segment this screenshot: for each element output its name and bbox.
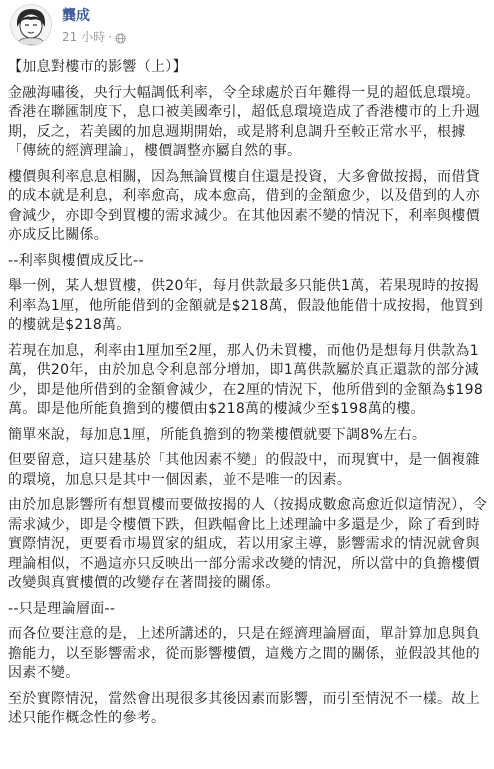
post-paragraph: 至於實際情況，當然會出現很多其後因素而影響，而引至情況不一樣。故上述只能作概念性的參考。: [8, 690, 480, 726]
author-name[interactable]: 龔成: [62, 8, 90, 24]
avatar[interactable]: [10, 4, 52, 46]
meta-separator: ·: [108, 30, 112, 44]
post-paragraph: 若現在加息，利率由1厘加至2厘，那人仍未買樓，而他仍是想每月供款為1萬，供20年，由於加息令利息部分增加，即1萬供款屬於真正還款的部分減少，即是他所借到的金額會減少，在2厘的情況下，他所借到的金額為$198萬。即是他所能負擔到的樓價由$218萬的樓減少至$198萬的樓。: [8, 342, 484, 417]
section-heading: --只是理論層面--: [8, 600, 116, 617]
post-paragraph: 而各位要注意的是，上述所講述的，只是在經濟理論層面，單計算加息與負擔能力，以至影響需求，從而影響樓價，這幾方之間的關係，並假設其他的因素不變。: [8, 626, 480, 681]
post-paragraph: 由於加息影響所有想買樓而要做按揭的人（按揭成數愈高愈近似這情況），令需求減少，即是令樓價下跌，但跌幅會比上述理論中多還是少，除了看到時實際情況，更要看市場買家的組成，若以用家主導，影響需求的情況就會與理論相似，不過這亦只反映出一部分需求改變的情況，所以當中的負擔樓價改變與真實樓價的改變存在著間接的關係。: [8, 497, 488, 591]
post-paragraph: 簡單來說，每加息1厘，所能負擔到的物業樓價就要下調8%左右。: [8, 426, 427, 443]
post-title: 【加息對樓市的影響（上）】: [8, 59, 187, 75]
post-body: [8, 58, 488, 735]
post-meta: [62, 29, 126, 45]
post-paragraph: 舉一例，某人想買樓，供20年，每月供款最多只能供1萬，若果現時的按揭利率為1厘，他所能借到的金額就是$218萬，假設他能借十成按揭，他買到的樓就是$218萬。: [8, 278, 484, 333]
globe-icon[interactable]: [115, 32, 126, 43]
post-paragraph: 樓價與利率息息相關，因為無論買樓自住還是投資，大多會做按揭，而借貸的成本就是利息，利率愈高，成本愈高，借到的金額愈少，以及借到的人亦會減少，亦即令到買樓的需求減少。在其他因素不變的情況下，利率與樓價亦成反比關係。: [8, 168, 480, 243]
section-heading: --利率與樓價成反比--: [8, 252, 144, 269]
post-paragraph: 但要留意，這只建基於「其他因素不變」的假設中，而現實中，是一個複雜的環境，加息只是其中一個因素，並不是唯一的因素。: [8, 452, 480, 488]
post-header: [10, 4, 484, 48]
cartoon-portrait-icon: [11, 5, 51, 45]
post-paragraph: 金融海嘯後，央行大幅調低利率，令全球處於百年難得一見的超低息環境。香港在聯匯制度下，息口被美國牽引，超低息環境造成了香港樓市的上升週期，反之，若美國的加息週期開始，或是將利息調升至較正常水平，根據「傳統的經濟理論」，樓價調整亦屬自然的事。: [8, 84, 480, 159]
timestamp[interactable]: 21 小時: [62, 30, 106, 44]
